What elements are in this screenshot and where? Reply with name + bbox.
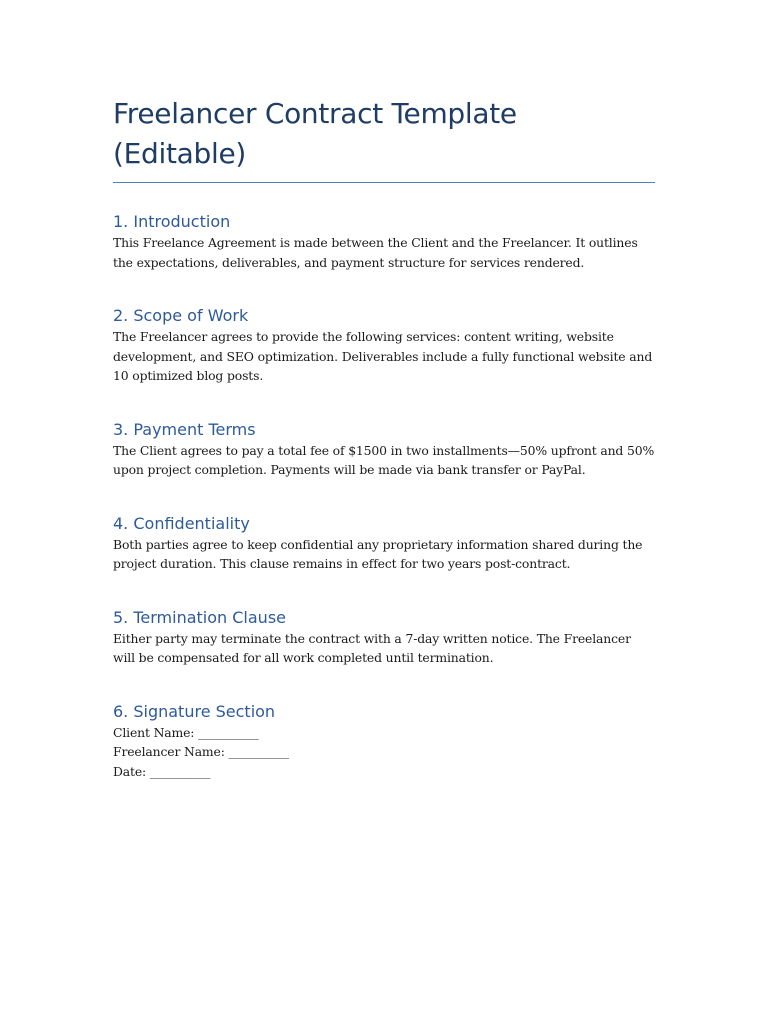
section-payment-terms xyxy=(113,419,655,480)
section-scope-of-work xyxy=(113,305,655,386)
section-heading: 4. Confidentiality xyxy=(113,513,250,533)
section-heading: 1. Introduction xyxy=(113,212,231,231)
section-body: The Freelancer agrees to provide the following services: content writing, website development, and SEO optimization. Deliverables include a fully functional website and 10 optimized blog posts. xyxy=(113,329,653,383)
section-heading: 3. Payment Terms xyxy=(113,419,256,439)
section-body: The Client agrees to pay a total fee of $1500 in two installments—50% upfront and 50% upon project completion. Payments will be made via bank transfer or PayPal. xyxy=(113,442,655,477)
section-confidentiality xyxy=(113,513,655,574)
section-body: Either party may terminate the contract with a 7-day written notice. The Freelancer will be compensated for all work completed until termination. xyxy=(113,630,631,665)
section-heading: 2. Scope of Work xyxy=(113,306,249,325)
date-line: Date: __________ xyxy=(113,763,211,779)
document-title: Freelancer Contract Template (Editable) xyxy=(113,94,655,183)
section-body: This Freelance Agreement is made between the Client and the Freelancer. It outlines the expectations, deliverables, and payment structure for services rendered. xyxy=(113,235,638,270)
section-introduction xyxy=(113,211,655,272)
client-name-line: Client Name: __________ xyxy=(113,724,259,740)
document-page xyxy=(113,94,655,781)
freelancer-name-line: Freelancer Name: __________ xyxy=(113,744,289,759)
section-heading: 6. Signature Section xyxy=(113,701,276,721)
section-termination-clause xyxy=(113,607,655,668)
section-signature xyxy=(113,701,655,782)
section-heading: 5. Termination Clause xyxy=(113,607,286,627)
section-body: Both parties agree to keep confidential any proprietary information shared during the project duration. This clause remains in effect for two years post-contract. xyxy=(113,536,643,571)
